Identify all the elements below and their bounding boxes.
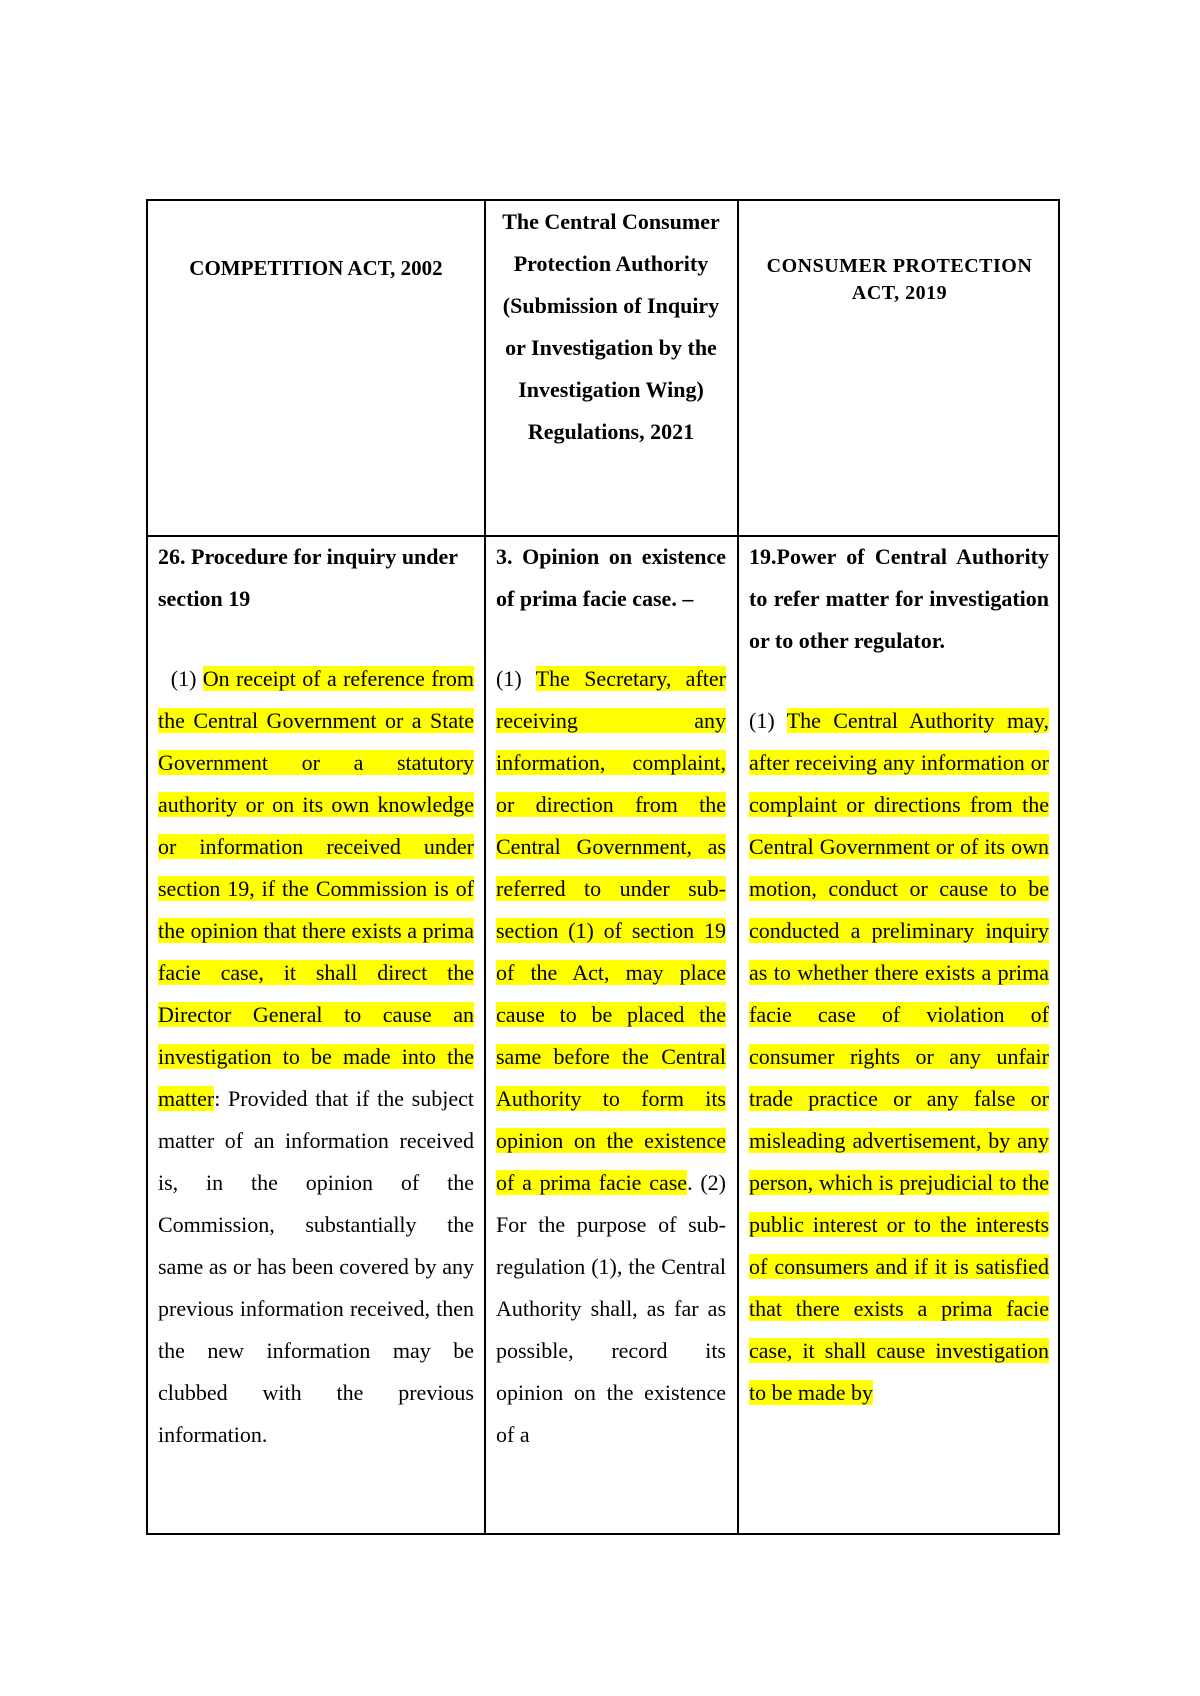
col3-para-number: (1): [749, 708, 787, 733]
column-divider: [484, 201, 486, 1533]
header-competition-act: [148, 253, 484, 283]
col1-heading: 26. Procedure for inquiry under section 19: [158, 544, 458, 611]
col1-paragraph: [158, 658, 474, 1456]
column-divider: [737, 201, 739, 1533]
col2-highlighted-text: The Secretary, after receiving any information, complaint, or direction from the Central Government, as referred to under sub-section (1) of section 19 of the Act, may place cause to be placed the same before the Central Authority to form its opinion on the existence of a prima facie case: [496, 666, 726, 1195]
header-ccpa-regulations: [488, 201, 734, 453]
comparison-table: [146, 199, 1060, 1535]
col3-paragraph: [749, 700, 1049, 1414]
col3-body: [749, 536, 1049, 1532]
col1-body: [158, 536, 474, 1456]
col3-heading: 19.Power of Central Authority to refer matter for investigation or to other regulator.: [749, 544, 1049, 653]
col1-highlighted-text: On receipt of a reference from the Central Government or a State Government or a statutory authority or on its own knowledge or information received under section 19, if the Commission is of the opinion that there exists a prima facie case, it shall direct the Director General to cause an investigation to be made into the matter: [158, 666, 475, 1111]
col2-remaining-text: . (2) For the purpose of sub-regulation (1), the Central Authority shall, as far as possible, record its opinion on the existence of a: [496, 1170, 726, 1447]
col1-para-number: (1): [170, 666, 203, 691]
header-col3-line1: CONSUMER PROTECTION: [766, 255, 1033, 277]
header-consumer-protection-act: [741, 253, 1058, 307]
header-col3-line2: ACT, 2019: [851, 282, 948, 304]
col3-highlighted-text: The Central Authority may, after receiving any information or complaint or directions from the Central Government or of its own motion, conduct or cause to be conducted a preliminary inquiry as to whether there exists a prima facie case of violation of consumer rights or any unfair trade practice or any false or misleading advertisement, by any person, which is prejudicial to the public interest or to the interests of consumers and if it is satisfied that there exists a prima facie case, it shall cause investigation to be made by: [749, 708, 1049, 1405]
header-col1-text: COMPETITION ACT, 2002: [189, 256, 443, 280]
col2-body: [496, 536, 726, 1456]
col2-heading: 3. Opinion on existence of prima facie case. –: [496, 544, 726, 611]
col2-paragraph: [496, 658, 726, 1456]
header-col2-text: The Central Consumer Protection Authority (Submission of Inquiry or Investigation by the Investigation Wing) Regulations, 2021: [502, 209, 720, 444]
col1-proviso-text: : Provided that if the subject matter of an information received is, in the opinion of the Commission, substantially the same as or has been covered by any previous information received, then the new information may be clubbed with the previous information.: [158, 1086, 474, 1447]
col2-para-number: (1): [496, 666, 536, 691]
